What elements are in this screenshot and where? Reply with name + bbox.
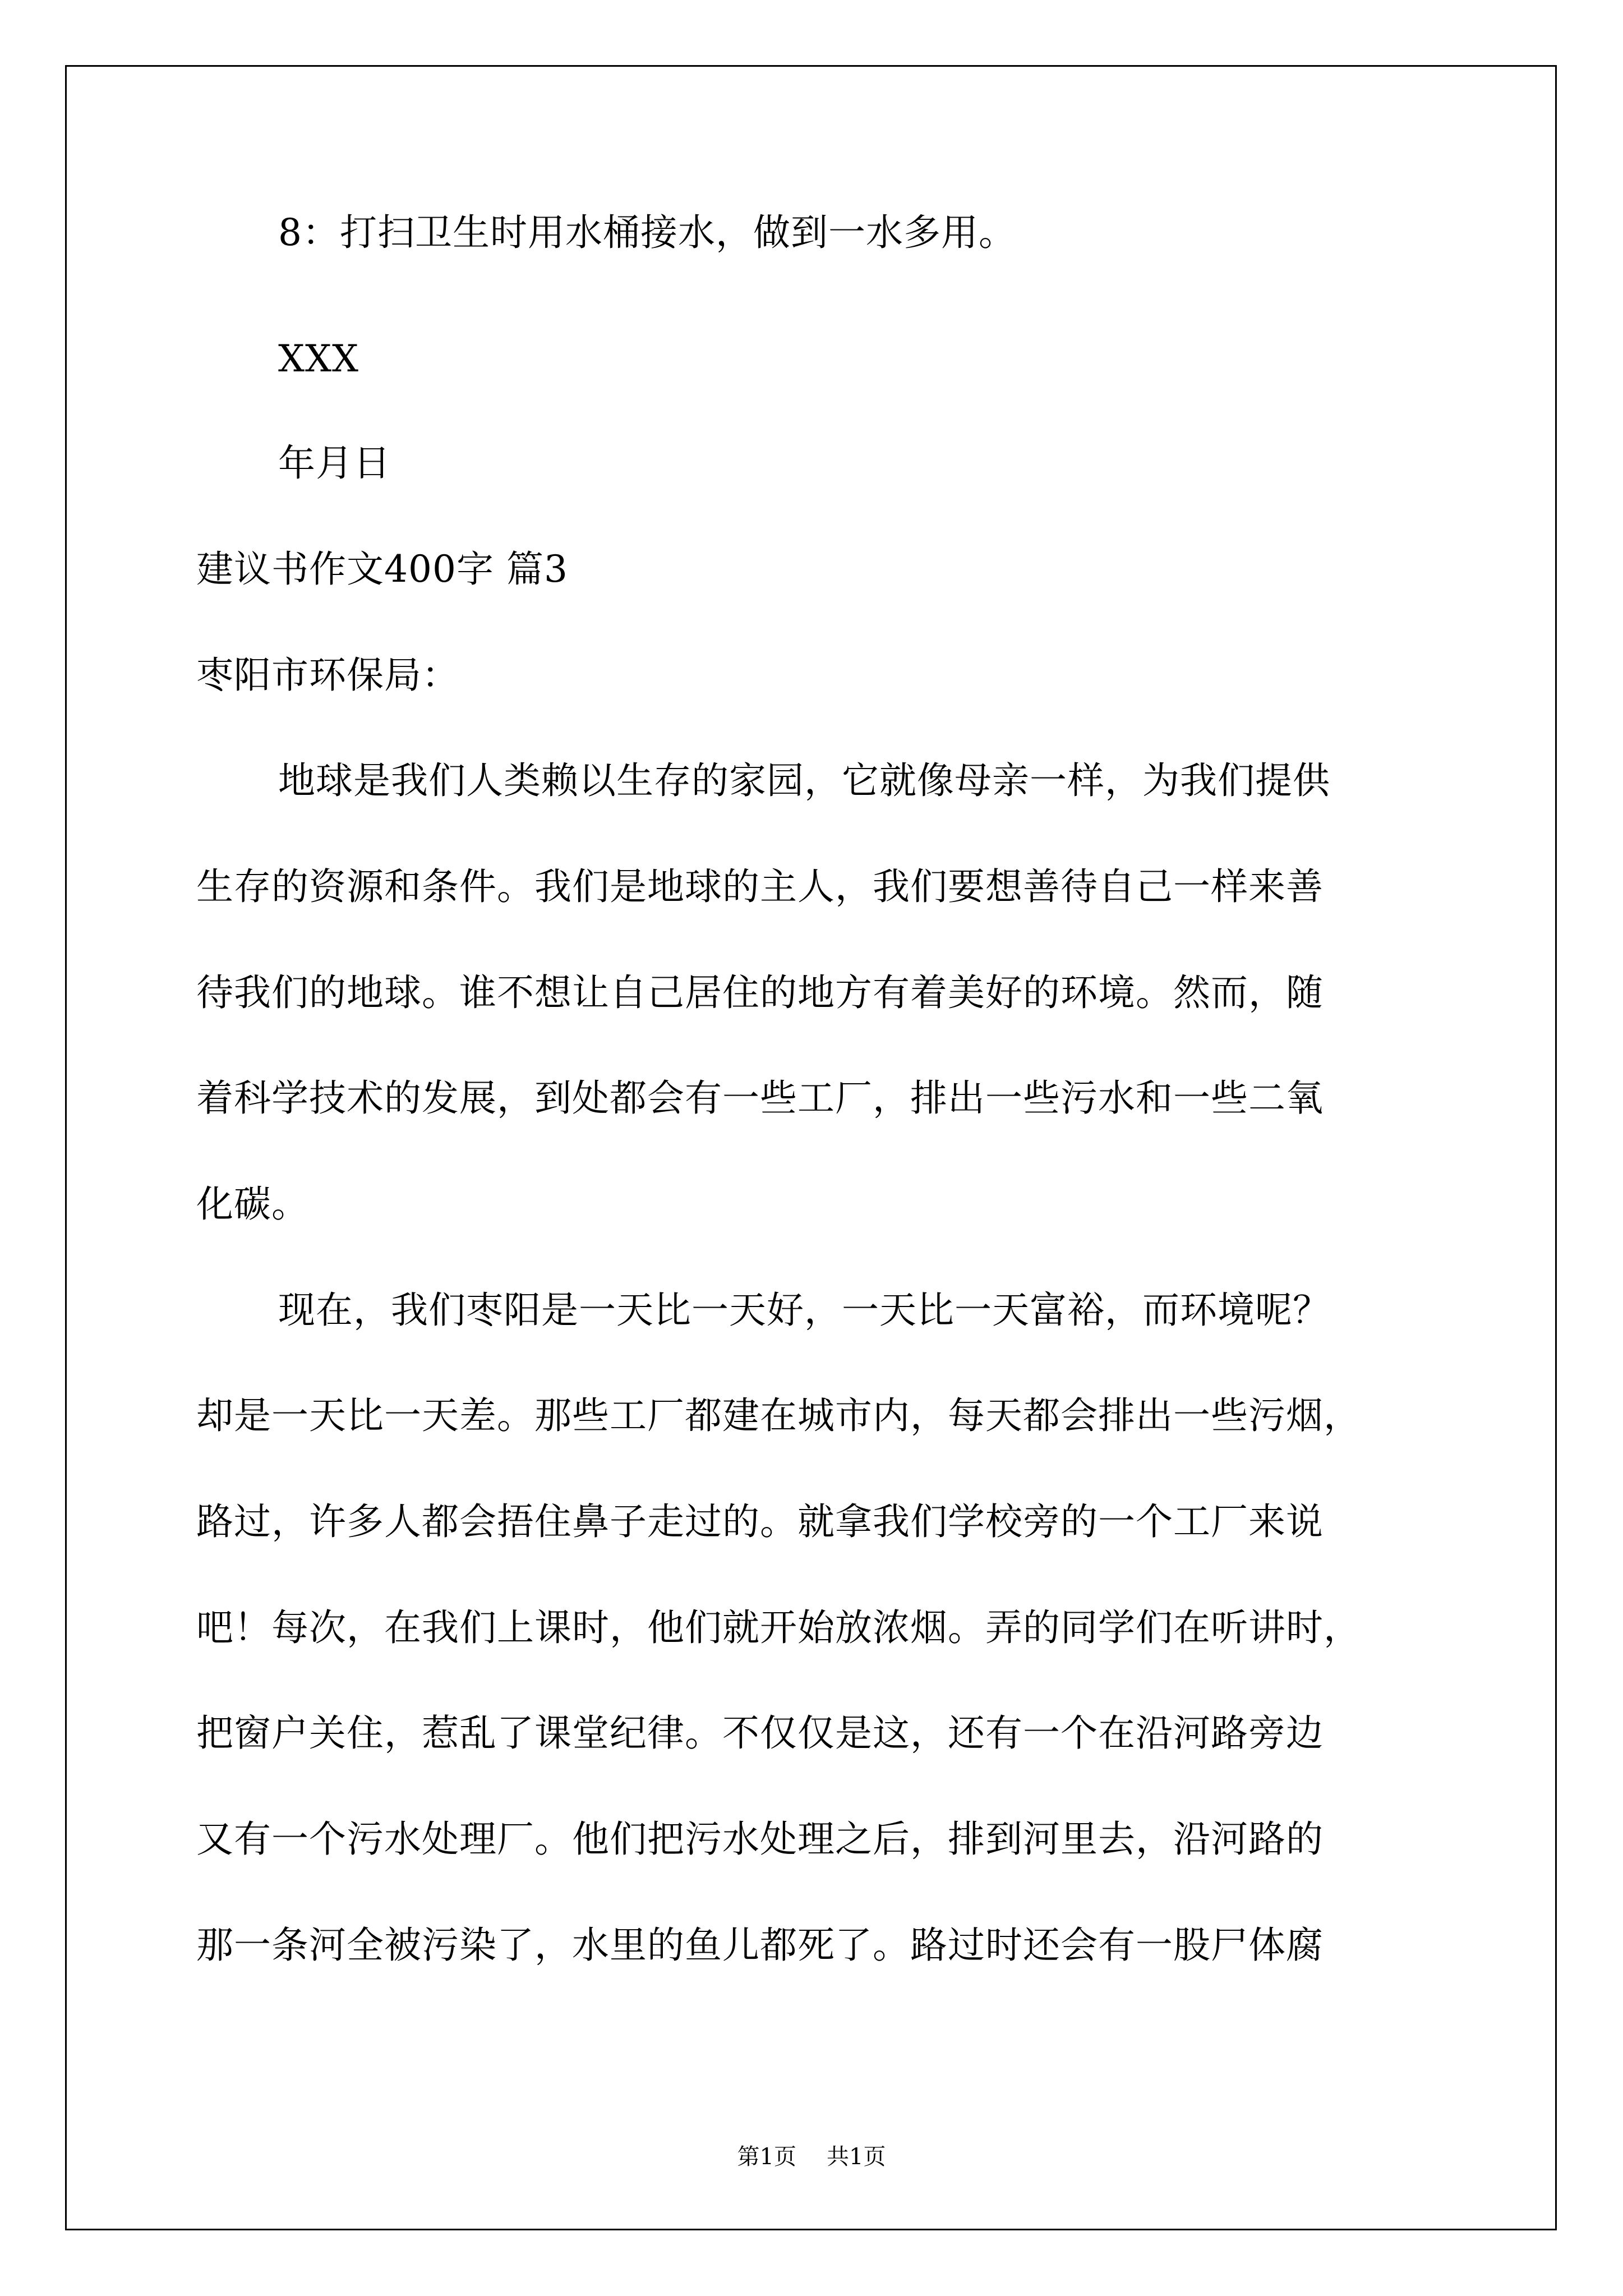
text-line-9: 着科学技术的发展，到处都会有一些工厂，排出一些污水和一些二氧 [196,1076,1324,1120]
text-line-7: 生存的资源和条件。我们是地球的主人，我们要想善待自己一样来善 [196,865,1324,908]
page-total: 共1页 [827,2144,886,2170]
text-line-16: 又有一个污水处理厂。他们把污水处理之后，排到河里去，沿河路的 [196,1818,1324,1861]
text-line-2: XXX [278,337,359,380]
text-line-8: 待我们的地球。谁不想让自己居住的地方有着美好的环境。然而，随 [196,971,1324,1014]
page-footer [0,2143,1623,2171]
text-line-6: 地球是我们人类赖以生存的家园，它就像母亲一样，为我们提供 [278,759,1330,802]
page-number: 第1页 [737,2144,796,2170]
text-line-13: 路过，许多人都会捂住鼻子走过的。就拿我们学校旁的一个工厂来说 [196,1500,1324,1543]
page-border [65,65,1557,2230]
text-line-15: 把窗户关住，惹乱了课堂纪律。不仅仅是这，还有一个在沿河路旁边 [196,1711,1324,1755]
text-line-11: 现在，我们枣阳是一天比一天好，一天比一天富裕，而环境呢？ [278,1289,1330,1332]
text-line-3: 年月日 [278,441,391,485]
text-line-17: 那一条河全被污染了，水里的鱼儿都死了。路过时还会有一股尸体腐 [196,1924,1324,1967]
text-line-1: 8：打扫卫生时用水桶接水，做到一水多用。 [278,211,1016,254]
section-heading: 建议书作文400字 篇3 [196,547,568,591]
text-line-10: 化碳。 [196,1182,309,1226]
salutation: 枣阳市环保局： [196,654,459,697]
text-line-14: 吧！每次，在我们上课时，他们就开始放浓烟。弄的同学们在听讲时， [196,1606,1361,1649]
text-line-12: 却是一天比一天差。那些工厂都建在城市内，每天都会排出一些污烟， [196,1394,1361,1437]
